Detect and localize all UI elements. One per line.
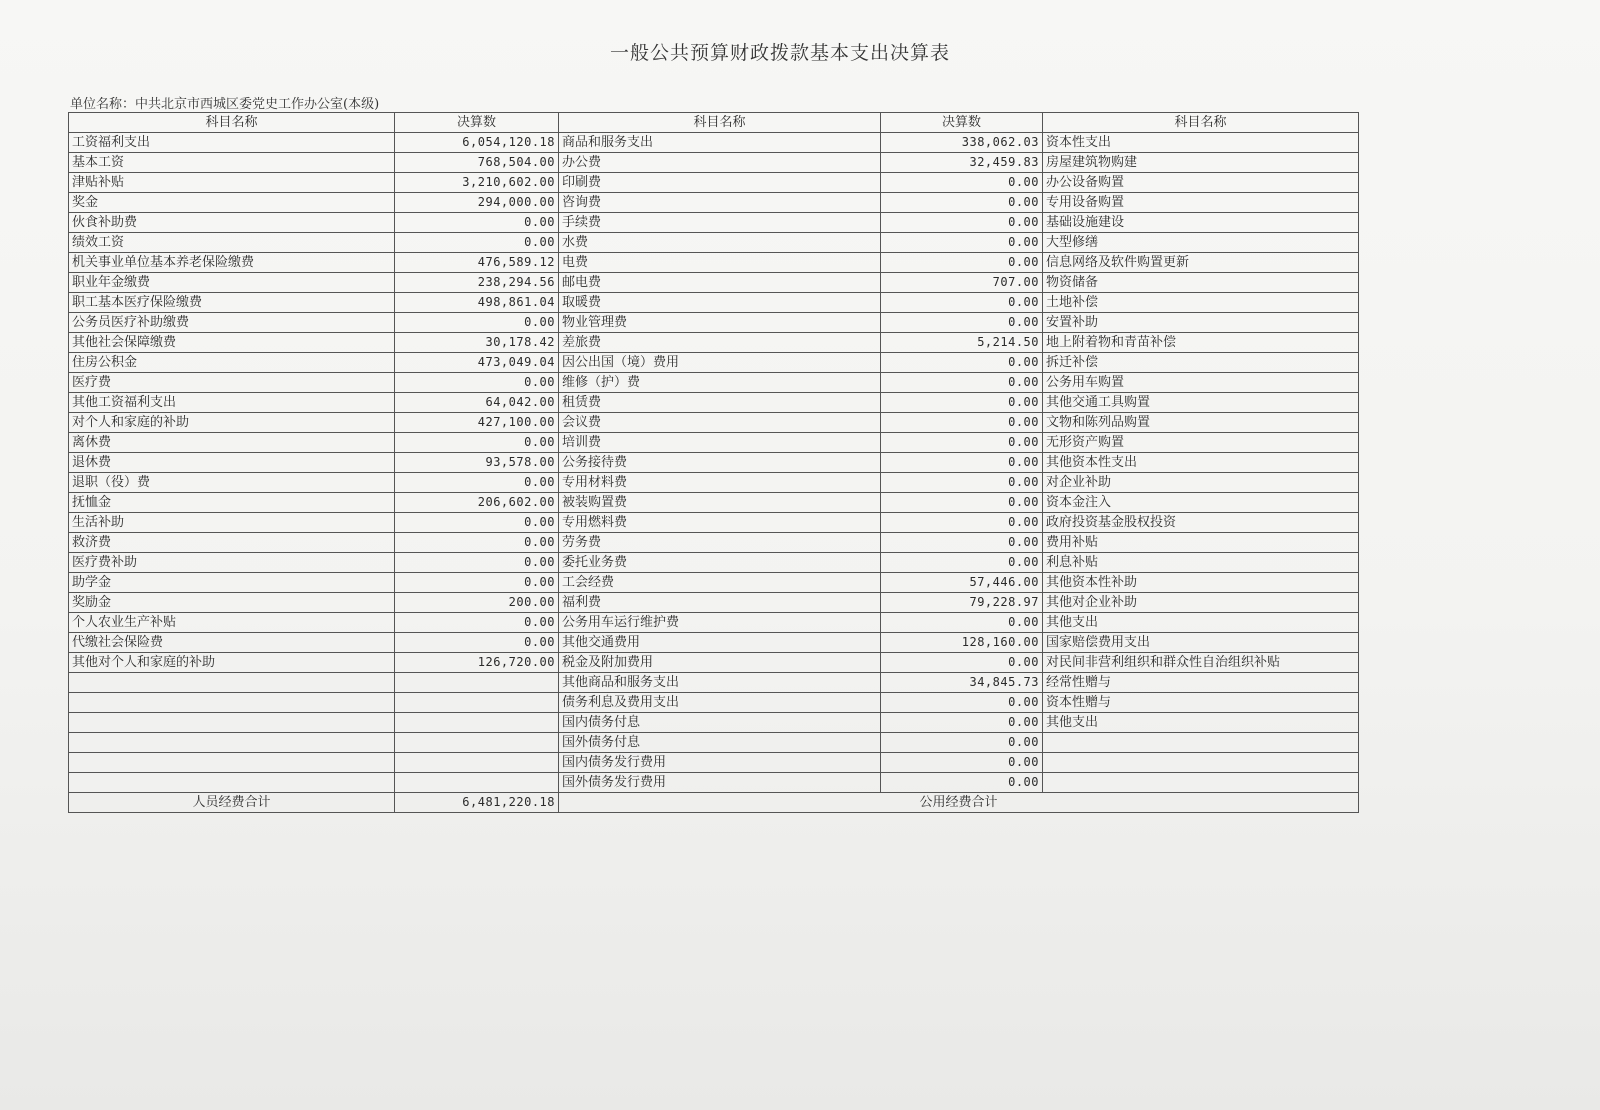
amount-1: 473,049.04 <box>395 353 559 373</box>
subject-name-3: 对企业补助 <box>1043 473 1359 493</box>
subject-name-2: 其他商品和服务支出 <box>559 673 881 693</box>
subject-name-1 <box>69 693 395 713</box>
subject-name-3: 无形资产购置 <box>1043 433 1359 453</box>
amount-1: 3,210,602.00 <box>395 173 559 193</box>
subject-name-2: 水费 <box>559 233 881 253</box>
subject-name-2: 印刷费 <box>559 173 881 193</box>
subject-name-1: 其他工资福利支出 <box>69 393 395 413</box>
subject-name-3: 文物和陈列品购置 <box>1043 413 1359 433</box>
subject-name-2: 福利费 <box>559 593 881 613</box>
table-row <box>69 733 1359 753</box>
personnel-total-value: 6,481,220.18 <box>395 793 559 813</box>
amount-2: 707.00 <box>881 273 1043 293</box>
subject-name-3: 专用设备购置 <box>1043 193 1359 213</box>
table-row <box>69 753 1359 773</box>
subject-name-1: 退休费 <box>69 453 395 473</box>
amount-2: 0.00 <box>881 713 1043 733</box>
header-subject-name-1: 科目名称 <box>69 113 395 133</box>
subject-name-2: 国外债务付息 <box>559 733 881 753</box>
table-row <box>69 173 1359 193</box>
amount-2: 0.00 <box>881 313 1043 333</box>
amount-1: 0.00 <box>395 553 559 573</box>
amount-1 <box>395 713 559 733</box>
amount-2: 0.00 <box>881 773 1043 793</box>
table-row <box>69 353 1359 373</box>
amount-1: 206,602.00 <box>395 493 559 513</box>
subject-name-1: 生活补助 <box>69 513 395 533</box>
subject-name-1: 住房公积金 <box>69 353 395 373</box>
amount-2: 57,446.00 <box>881 573 1043 593</box>
subject-name-2: 租赁费 <box>559 393 881 413</box>
subject-name-3: 其他资本性支出 <box>1043 453 1359 473</box>
subject-name-1: 其他社会保障缴费 <box>69 333 395 353</box>
subject-name-2: 工会经费 <box>559 573 881 593</box>
table-row <box>69 593 1359 613</box>
table-row <box>69 133 1359 153</box>
subject-name-3: 物资储备 <box>1043 273 1359 293</box>
amount-1: 0.00 <box>395 213 559 233</box>
subject-name-2: 电费 <box>559 253 881 273</box>
amount-1: 0.00 <box>395 473 559 493</box>
subject-name-1 <box>69 773 395 793</box>
subject-name-3: 基础设施建设 <box>1043 213 1359 233</box>
table-row <box>69 713 1359 733</box>
table-row <box>69 413 1359 433</box>
amount-1 <box>395 733 559 753</box>
subject-name-2: 办公费 <box>559 153 881 173</box>
subject-name-3: 经常性赠与 <box>1043 673 1359 693</box>
subject-name-2: 因公出国（境）费用 <box>559 353 881 373</box>
table-row <box>69 313 1359 333</box>
amount-1: 0.00 <box>395 513 559 533</box>
subject-name-2: 国内债务发行费用 <box>559 753 881 773</box>
amount-2: 128,160.00 <box>881 633 1043 653</box>
amount-2: 0.00 <box>881 233 1043 253</box>
subject-name-3: 对民间非营利组织和群众性自治组织补贴 <box>1043 653 1359 673</box>
amount-2: 0.00 <box>881 453 1043 473</box>
subject-name-1: 个人农业生产补贴 <box>69 613 395 633</box>
header-amount-2: 决算数 <box>881 113 1043 133</box>
table-row <box>69 533 1359 553</box>
amount-2: 0.00 <box>881 733 1043 753</box>
table-row <box>69 393 1359 413</box>
amount-2: 0.00 <box>881 653 1043 673</box>
amount-1: 0.00 <box>395 613 559 633</box>
subject-name-3: 费用补贴 <box>1043 533 1359 553</box>
subject-name-1 <box>69 713 395 733</box>
subject-name-2: 手续费 <box>559 213 881 233</box>
subject-name-3: 其他交通工具购置 <box>1043 393 1359 413</box>
amount-2: 0.00 <box>881 173 1043 193</box>
amount-2: 0.00 <box>881 513 1043 533</box>
subject-name-3: 资本性支出 <box>1043 133 1359 153</box>
amount-1: 476,589.12 <box>395 253 559 273</box>
subject-name-1: 退职（役）费 <box>69 473 395 493</box>
subject-name-2: 咨询费 <box>559 193 881 213</box>
amount-1 <box>395 693 559 713</box>
amount-1: 0.00 <box>395 573 559 593</box>
table-row <box>69 293 1359 313</box>
subject-name-1: 奖金 <box>69 193 395 213</box>
subject-name-2: 维修（护）费 <box>559 373 881 393</box>
subject-name-3: 地上附着物和青苗补偿 <box>1043 333 1359 353</box>
amount-1 <box>395 673 559 693</box>
table-row <box>69 473 1359 493</box>
amount-1: 0.00 <box>395 433 559 453</box>
subject-name-2: 被装购置费 <box>559 493 881 513</box>
amount-1: 0.00 <box>395 233 559 253</box>
subject-name-3: 其他支出 <box>1043 713 1359 733</box>
amount-2: 79,228.97 <box>881 593 1043 613</box>
subject-name-1: 机关事业单位基本养老保险缴费 <box>69 253 395 273</box>
amount-1: 0.00 <box>395 533 559 553</box>
subject-name-2: 劳务费 <box>559 533 881 553</box>
subject-name-3: 房屋建筑物购建 <box>1043 153 1359 173</box>
subject-name-1: 抚恤金 <box>69 493 395 513</box>
table-row <box>69 453 1359 473</box>
table-row <box>69 553 1359 573</box>
subject-name-3: 大型修缮 <box>1043 233 1359 253</box>
amount-1: 30,178.42 <box>395 333 559 353</box>
table-row <box>69 373 1359 393</box>
amount-1 <box>395 773 559 793</box>
amount-2: 0.00 <box>881 393 1043 413</box>
amount-2: 0.00 <box>881 553 1043 573</box>
subject-name-2: 公务接待费 <box>559 453 881 473</box>
public-total-label: 公用经费合计 <box>559 793 1359 813</box>
subject-name-2: 物业管理费 <box>559 313 881 333</box>
subject-name-1 <box>69 753 395 773</box>
header-row <box>69 113 1359 133</box>
subject-name-1: 奖励金 <box>69 593 395 613</box>
amount-2: 0.00 <box>881 473 1043 493</box>
table-row <box>69 513 1359 533</box>
header-amount-1: 决算数 <box>395 113 559 133</box>
subject-name-2: 商品和服务支出 <box>559 133 881 153</box>
table-row <box>69 773 1359 793</box>
amount-1: 0.00 <box>395 373 559 393</box>
subject-name-2: 专用材料费 <box>559 473 881 493</box>
subject-name-2: 会议费 <box>559 413 881 433</box>
amount-1: 0.00 <box>395 633 559 653</box>
subject-name-2: 国内债务付息 <box>559 713 881 733</box>
subject-name-3: 政府投资基金股权投资 <box>1043 513 1359 533</box>
expenditure-table <box>68 112 1359 813</box>
amount-2: 32,459.83 <box>881 153 1043 173</box>
amount-1: 0.00 <box>395 313 559 333</box>
subject-name-1: 基本工资 <box>69 153 395 173</box>
amount-1: 294,000.00 <box>395 193 559 213</box>
table-row <box>69 673 1359 693</box>
amount-2: 0.00 <box>881 693 1043 713</box>
subject-name-3: 其他对企业补助 <box>1043 593 1359 613</box>
subject-name-2: 专用燃料费 <box>559 513 881 533</box>
subject-name-3 <box>1043 753 1359 773</box>
table-row <box>69 693 1359 713</box>
subject-name-1: 医疗费 <box>69 373 395 393</box>
unit-name-label: 单位名称：中共北京市西城区委党史工作办公室(本级) <box>70 97 380 112</box>
subject-name-2: 邮电费 <box>559 273 881 293</box>
table-row <box>69 333 1359 353</box>
table-row <box>69 213 1359 233</box>
subject-name-1: 职工基本医疗保险缴费 <box>69 293 395 313</box>
table-row <box>69 253 1359 273</box>
amount-2: 0.00 <box>881 373 1043 393</box>
subject-name-1: 工资福利支出 <box>69 133 395 153</box>
subject-name-2: 税金及附加费用 <box>559 653 881 673</box>
subject-name-3 <box>1043 773 1359 793</box>
table-row <box>69 493 1359 513</box>
table-row <box>69 573 1359 593</box>
table-row <box>69 273 1359 293</box>
amount-1: 238,294.56 <box>395 273 559 293</box>
amount-1: 498,861.04 <box>395 293 559 313</box>
subject-name-1: 其他对个人和家庭的补助 <box>69 653 395 673</box>
subject-name-3: 利息补贴 <box>1043 553 1359 573</box>
amount-2: 0.00 <box>881 493 1043 513</box>
subject-name-1: 离休费 <box>69 433 395 453</box>
personnel-total-label: 人员经费合计 <box>69 793 395 813</box>
page-title: 一般公共预算财政拨款基本支出决算表 <box>609 42 950 64</box>
subject-name-3: 信息网络及软件购置更新 <box>1043 253 1359 273</box>
amount-1: 64,042.00 <box>395 393 559 413</box>
subject-name-3: 安置补助 <box>1043 313 1359 333</box>
subject-name-3: 资本金注入 <box>1043 493 1359 513</box>
subject-name-1 <box>69 733 395 753</box>
subject-name-3: 公务用车购置 <box>1043 373 1359 393</box>
table-row <box>69 613 1359 633</box>
amount-2: 0.00 <box>881 213 1043 233</box>
amount-2: 34,845.73 <box>881 673 1043 693</box>
amount-1: 126,720.00 <box>395 653 559 673</box>
subject-name-3 <box>1043 733 1359 753</box>
amount-2: 0.00 <box>881 413 1043 433</box>
table-row <box>69 633 1359 653</box>
subject-name-2: 公务用车运行维护费 <box>559 613 881 633</box>
totals-row <box>69 793 1359 813</box>
subject-name-1: 救济费 <box>69 533 395 553</box>
header-subject-name-2: 科目名称 <box>559 113 881 133</box>
table-row <box>69 233 1359 253</box>
amount-2: 0.00 <box>881 253 1043 273</box>
subject-name-3: 国家赔偿费用支出 <box>1043 633 1359 653</box>
amount-2: 0.00 <box>881 193 1043 213</box>
subject-name-1: 代缴社会保险费 <box>69 633 395 653</box>
amount-2: 0.00 <box>881 293 1043 313</box>
subject-name-3: 办公设备购置 <box>1043 173 1359 193</box>
table-row <box>69 153 1359 173</box>
subject-name-3: 土地补偿 <box>1043 293 1359 313</box>
subject-name-1: 公务员医疗补助缴费 <box>69 313 395 333</box>
subject-name-2: 债务利息及费用支出 <box>559 693 881 713</box>
amount-1: 768,504.00 <box>395 153 559 173</box>
subject-name-3: 其他资本性补助 <box>1043 573 1359 593</box>
amount-2: 0.00 <box>881 533 1043 553</box>
table-row <box>69 193 1359 213</box>
header-subject-name-3: 科目名称 <box>1043 113 1359 133</box>
amount-2: 0.00 <box>881 613 1043 633</box>
subject-name-2: 委托业务费 <box>559 553 881 573</box>
amount-1: 93,578.00 <box>395 453 559 473</box>
subject-name-2: 取暖费 <box>559 293 881 313</box>
subject-name-2: 其他交通费用 <box>559 633 881 653</box>
subject-name-1: 伙食补助费 <box>69 213 395 233</box>
subject-name-3: 资本性赠与 <box>1043 693 1359 713</box>
subject-name-2: 差旅费 <box>559 333 881 353</box>
amount-2: 5,214.50 <box>881 333 1043 353</box>
amount-1: 427,100.00 <box>395 413 559 433</box>
table-row <box>69 653 1359 673</box>
amount-1: 6,054,120.18 <box>395 133 559 153</box>
subject-name-1: 助学金 <box>69 573 395 593</box>
amount-2: 0.00 <box>881 353 1043 373</box>
subject-name-3: 拆迁补偿 <box>1043 353 1359 373</box>
amount-2: 0.00 <box>881 753 1043 773</box>
amount-1: 200.00 <box>395 593 559 613</box>
subject-name-1: 绩效工资 <box>69 233 395 253</box>
subject-name-1: 对个人和家庭的补助 <box>69 413 395 433</box>
amount-1 <box>395 753 559 773</box>
subject-name-1 <box>69 673 395 693</box>
subject-name-1: 医疗费补助 <box>69 553 395 573</box>
subject-name-1: 职业年金缴费 <box>69 273 395 293</box>
subject-name-3: 其他支出 <box>1043 613 1359 633</box>
subject-name-1: 津贴补贴 <box>69 173 395 193</box>
subject-name-2: 国外债务发行费用 <box>559 773 881 793</box>
amount-2: 338,062.03 <box>881 133 1043 153</box>
table-row <box>69 433 1359 453</box>
amount-2: 0.00 <box>881 433 1043 453</box>
subject-name-2: 培训费 <box>559 433 881 453</box>
